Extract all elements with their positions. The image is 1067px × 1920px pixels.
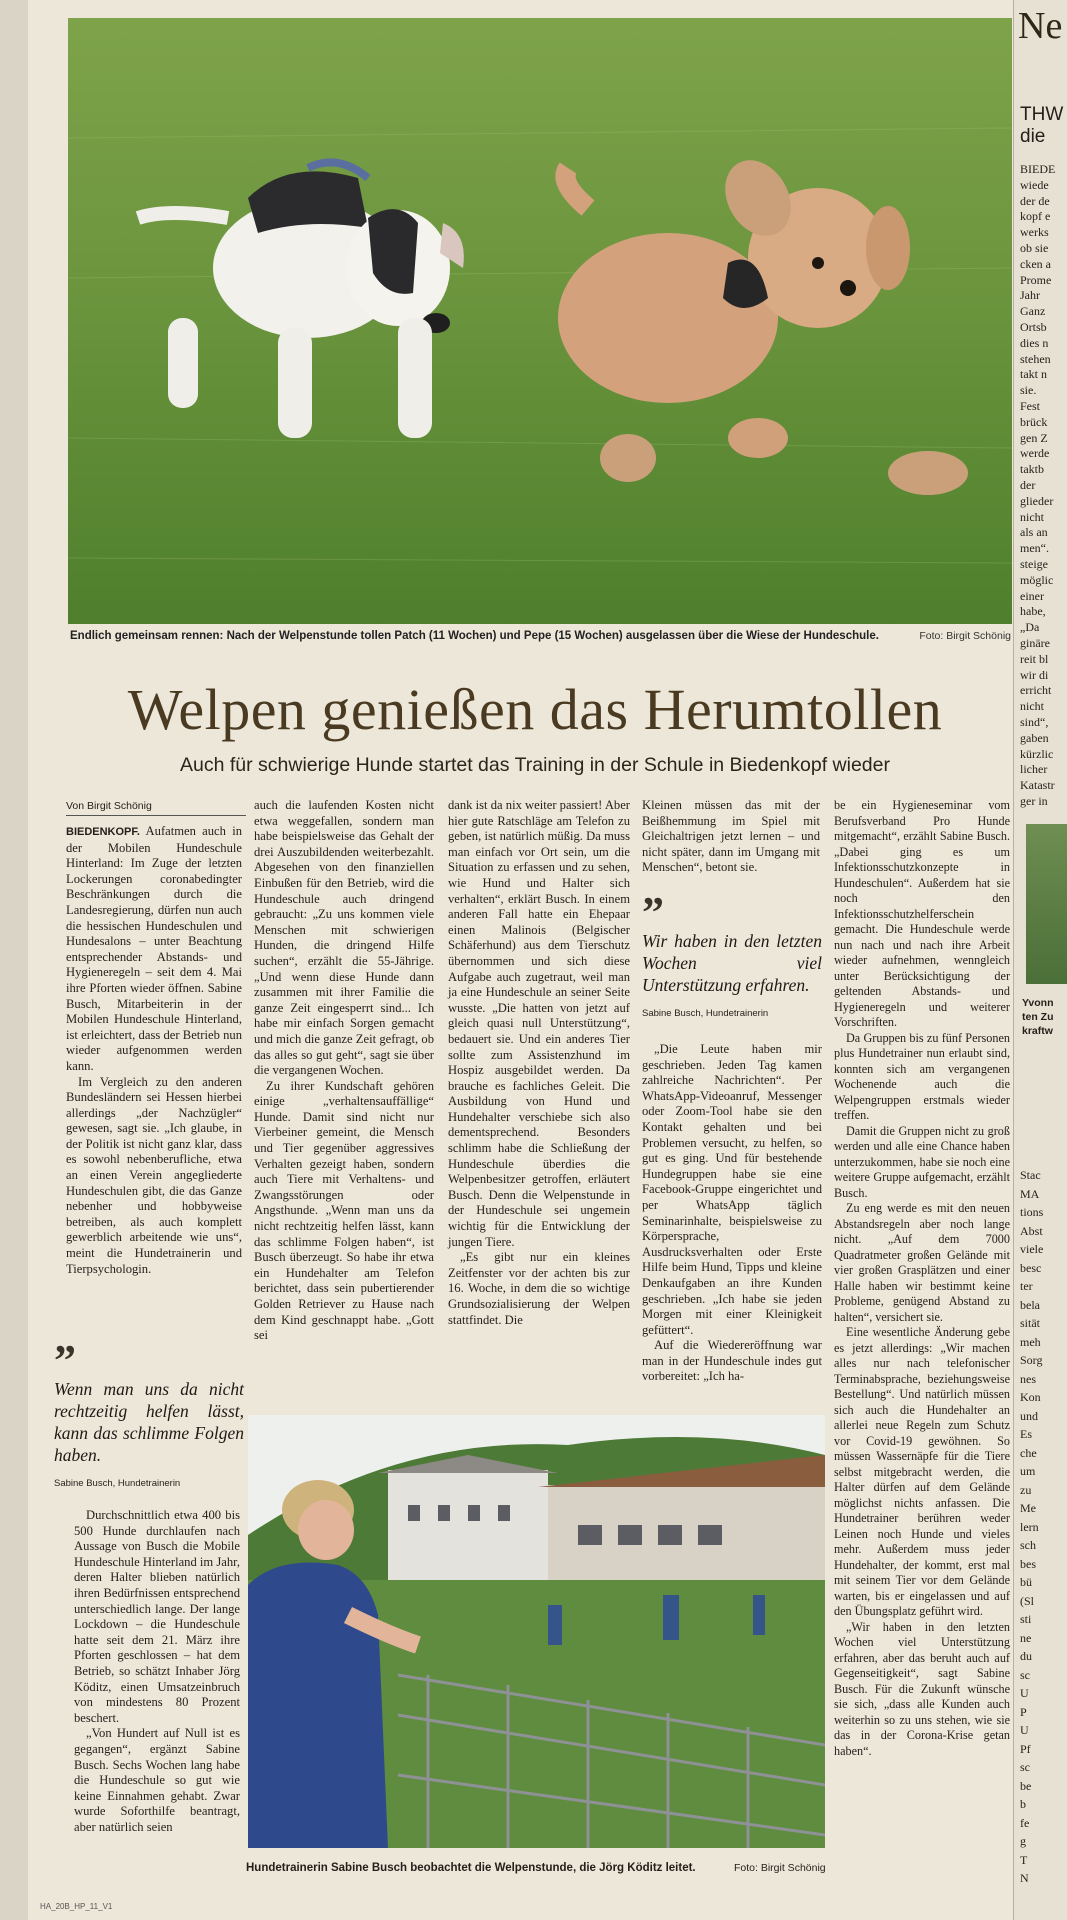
quote-author: Sabine Busch, Hundetrainerin (54, 1478, 181, 1489)
adjacent-text-line: nes (1020, 1371, 1036, 1386)
article-paragraph: Auf die Wiedereröffnung war man in der Hundeschule indes gut vorbereitet: „Ich ha- (642, 1338, 822, 1384)
adjacent-text-line: Sorg (1020, 1353, 1043, 1367)
adjacent-text-line: Es (1020, 1427, 1032, 1441)
adjacent-text-line: nicht (1020, 699, 1044, 714)
adjacent-text-line: gen Z (1020, 430, 1048, 445)
article-paragraph: auch die laufenden Kosten nicht etwa weggefallen, sondern man habe beispielsweise das Gehalt der drei Auszubildenden weiterbezahlt. Abgesehen von den finanziellen Einbußen für den Betrieb, wird die Hundeschule auch dringend gebraucht: „Zu uns kommen viele Menschen mit schwierigen Hunden, die dringend Hilfe suchen“, erzählt die 55-Jährige. „Und wenn diese Hunde dann zusammen mit ihrer Familie die ganze Zeit eingesperrt sind... Ich habe mir einfach Sorgen gemacht und mich die ganze Zeit gefragt, ob das alles so gut geht“, sagt sie über die vergangenen Wochen. (254, 798, 434, 1078)
adjacent-text-line: viele (1020, 1242, 1044, 1256)
adjacent-text-line: der (1020, 478, 1036, 492)
adjacent-text-line: takt n (1020, 367, 1047, 382)
article-paragraph: Kleinen müssen das mit der Beißhemmung im Spiel mit Gleichaltrigen jetzt lernen – und nicht später, dann im Umgang mit Menschen“, betont sie. (642, 798, 820, 875)
quote-text: Wenn man uns da nicht rechtzeitig helfen lässt, kann das schlimme Folgen haben. (54, 1379, 244, 1465)
quote-text: Wir haben in den letzten Wochen viel Unterstützung erfahren. (642, 931, 822, 995)
adjacent-text-line: wir di (1020, 667, 1049, 682)
adjacent-text-line: Prome (1020, 272, 1052, 287)
pull-quote (642, 888, 822, 1022)
adjacent-text-line: gaben (1020, 730, 1049, 745)
puppies-illustration (68, 18, 1012, 624)
adjacent-text-line: Me (1020, 1501, 1036, 1515)
quote-author: Sabine Busch, Hundetrainerin (642, 1008, 769, 1019)
dog-school-illustration (248, 1415, 825, 1848)
adjacent-text-line: werks (1020, 225, 1049, 240)
adjacent-text-line: dies n (1020, 335, 1049, 350)
adjacent-text-line: taktb (1020, 462, 1044, 477)
adjacent-text-line: T (1020, 1852, 1028, 1867)
adjacent-text-line: be (1020, 1778, 1032, 1793)
adjacent-text-line: b (1020, 1797, 1026, 1811)
adjacent-text-line: werde (1020, 446, 1050, 461)
adjacent-text-line: nicht (1020, 509, 1044, 524)
article-paragraph: be ein Hygieneseminar vom Berufsverband Pro Hunde mitgemacht“, erzählt Sabine Busch. „Dabei ging es um Infektionsschutzkonzepte in Hundeschulen“. Außerdem hat sie noch den Infektionsschutzhelferschein gemacht. Die Hundeschule werde nun nach und nach ihre Arbeit wieder aufnehmen, wenngleich unter Berücksichtigung der geltenden Abstands- und Hygieneregeln und weiterer Vorschriften. (834, 798, 1010, 1029)
adjacent-text-line: MA (1020, 1186, 1040, 1201)
adjacent-caption: Yvonn ten Zu kraftw (1022, 997, 1054, 1037)
adjacent-photo (1026, 824, 1067, 984)
adjacent-text-line: Stac (1020, 1168, 1041, 1182)
adjacent-text-line: ne (1020, 1630, 1032, 1645)
adjacent-text-line: Pf (1020, 1741, 1031, 1756)
adjacent-text-line: möglic (1020, 572, 1054, 587)
article-paragraph: „Wir haben in den letzten Wochen viel Unterstützung erfahren, aber das beruht auch auf Gegenseitigkeit“, sagt Sabine Busch. Für die Zukunft wünsche sie sich, „dass alle Kunden auch weiterhin so zu uns stehen, wie sie das in der Corona-Krise getan haben“. (834, 1619, 1010, 1758)
article-paragraph: dank ist da nix weiter passiert! Aber hier gute Ratschläge am Telefon zu geben, ist natürlich müßig. Da muss man einfach vor Ort sein, um die Situation zu erfassen und zu sehen, wie Hund und Halter sich verhalten“, erklärt Busch. In einem anderen Fall hatte ein Ehepaar einen Malinois (Belgischer Schäferhund) aus dem Tierschutz übernommen und sich diese Aufgabe auch zugetraut, weil man ja eine Hundeschule an seiner Seite wusste. „Die hatten von jetzt auf gleich quasi null Unterstützung“, bedauert sie. Und ein anderes Tier sollte zum Assistenzhund im Hospiz ausgebildet werden. Da brauche es fachliches Geleit. Die Ausbildung von Hund und Hundehalter verschiebe sich also dementsprechend. Besonders schlimm habe die Schließung der Hundeschule überdies die Welpenbesitzer getroffen, erläutert Busch. Denn die Welpenstunde in der Hundeschule sei ungemein wichtig für die Entwicklung der jungen Tiere. (448, 798, 630, 1249)
adjacent-text-line: glieder (1020, 493, 1054, 508)
adjacent-text-line: reit bl (1020, 651, 1049, 666)
adjacent-text-line: che (1020, 1445, 1037, 1460)
adjacent-text-line: licher (1020, 762, 1048, 777)
article-paragraph: „Von Hundert auf Null ist es gegangen“, ergänzt Sabine Busch. Sechs Wochen lang habe die Hundeschule so gut wie keine Einnahmen gehabt. Zwar wurde Soforthilfe beantragt, aber natürlich seien (74, 1726, 240, 1834)
puppies-photo (68, 18, 1012, 624)
adjacent-text-line: Kon (1020, 1390, 1041, 1404)
adjacent-text-line: meh (1020, 1334, 1041, 1349)
adjacent-text-line: ob sie (1020, 241, 1049, 255)
adjacent-text-line: brück (1020, 414, 1048, 429)
adjacent-text-line: bes (1020, 1556, 1036, 1571)
adjacent-text-line: ter (1020, 1279, 1033, 1293)
adjacent-text-line: sti (1020, 1612, 1032, 1626)
adjacent-text-line: sind“, (1020, 715, 1049, 729)
adjacent-text-line: P (1020, 1704, 1027, 1719)
adjacent-text-line: der de (1020, 193, 1050, 208)
adjacent-text-line: zu (1020, 1482, 1032, 1497)
adjacent-text-line: N (1020, 1871, 1029, 1885)
article-paragraph: BIEDENKOPF. Aufatmen auch in der Mobilen Hundeschule Hinterland: Im Zuge der letzten Lockerungen coronabedingter Beschränkungen durch die Landesregierung, dürfen nun auch die hessischen Hundeschulen und Hundesalons – unter Beachtung entsprechender Abstands- und Hygieneregeln – seit dem 4. Mai ihre Pforten wieder öffnen. Sabine Busch, Mitarbeiterin in der Mobilen Hundeschule Hinterland, ist erleichtert, dass der Betrieb nun wieder aufgenommen werden kann. (66, 824, 242, 1073)
adjacent-text-line: ginäre (1020, 636, 1050, 650)
article-paragraph: Zu ihrer Kundschaft gehören einige „verhaltensauffällige“ Hunde. Damit sind nicht nur Vierbeiner gemeint, die Mensch und Tier gegenüber aggressives Verhalten gezeigt haben, sondern auch Tiere mit Verhaltens- und Zwangsstörungen oder Angsthunde. „Wenn man uns da nicht rechtzeitig helfen lässt, kann das schlimme Folgen haben“, ist Busch überzeugt. So habe ihr etwa ein Hundehalter am Telefon berichtet, dass sein pubertierender Golden Retriever zu Hause nach dem Kind geschnappt habe. „Gott sei (254, 1078, 434, 1343)
adjacent-text-line: stehen (1020, 351, 1051, 366)
photo-caption: Endlich gemeinsam rennen: Nach der Welpenstunde tollen Patch (11 Wochen) und Pepe (15 Wochen) ausgelassen über die Wiese der Hundeschule. (70, 630, 879, 642)
adjacent-text-line: „Da (1020, 620, 1040, 635)
adjacent-text-line: habe, (1020, 604, 1046, 619)
adjacent-text-line: U (1020, 1723, 1029, 1737)
adjacent-text-line: lern (1020, 1519, 1039, 1534)
pull-quote (54, 1336, 244, 1492)
article-column-5 (834, 798, 1010, 1759)
dateline: BIEDENKOPF. (66, 826, 140, 838)
article-paragraph: Durchschnittlich etwa 400 bis 500 Hunde durchlaufen nach Aussage von Busch die Mobile Hundeschule Hinterland im Jahr, deren Halter blieben natürlich ihren Bedürfnissen entsprechend unterschiedlich lange. Der lange Lockdown – die Hundeschule hatte seit dem 21. März ihre Pforten geschlossen – hat dem Betrieb, so schätzt Inhaber Jörg Köditz, einen Umsatzeinbruch von mindestens 80 Prozent beschert. (74, 1508, 240, 1725)
adjacent-text-line: um (1020, 1464, 1036, 1478)
adjacent-text-line: bü (1020, 1575, 1032, 1589)
article-paragraph: „Es gibt nur ein kleines Zeitfenster vor der achten bis zur 16. Woche, in dem die so wichtige Grundsozialisierung der Welpen stattfindet. Die (448, 1250, 630, 1327)
quote-mark-icon: ” (642, 888, 664, 937)
adjacent-text-line: kopf e (1020, 209, 1051, 224)
adjacent-text-line: und (1020, 1408, 1038, 1423)
adjacent-text-line: sität (1020, 1316, 1040, 1330)
adjacent-text-line: bela (1020, 1297, 1040, 1312)
adjacent-text-line: Katastr (1020, 778, 1055, 793)
article-paragraph: Zu eng werde es mit den neuen Abstandsregeln aber noch lange nicht. „Auf dem 7000 Quadratmeter großen Gelände mit vier großen Grasplätzen und einer Halle haben wir bestimmt keine Probleme, genügend Abstand zu halten“, versichert sie. (834, 1201, 1010, 1324)
article-paragraph: Im Vergleich zu den anderen Bundesländern sei Hessen hierbei allerdings „der Nachzügler“ gewesen, sagt sie. „Ich glaube, in der Politik ist nicht ganz klar, dass es sowohl nebenberufliche, etwa an einen Verein angegliederte Hundeschulen gibt, die das Ganze nebenher und hobbyweise betreiben, als auch komplett gewerblich arbeitende wie uns“, meint die Hundetrainerin und Tierpsychologin. (66, 1074, 242, 1276)
adjacent-text-line: Abst (1020, 1223, 1043, 1238)
adjacent-text-line: Fest (1020, 399, 1041, 413)
article-column-2 (254, 798, 434, 1344)
adjacent-text-line: als an (1020, 525, 1048, 540)
adjacent-text-line: sc (1020, 1667, 1030, 1682)
adjacent-text-line: g (1020, 1834, 1026, 1848)
article-column-4b (642, 1042, 822, 1385)
adjacent-text-line: cken a (1020, 256, 1051, 271)
adjacent-text-line: besc (1020, 1260, 1042, 1275)
article-column-1 (66, 824, 242, 1277)
photo-caption: Hundetrainerin Sabine Busch beobachtet die Welpenstunde, die Jörg Köditz leitet. (246, 1862, 696, 1874)
article-paragraph: Da Gruppen bis zu fünf Personen plus Hundetrainer nun erlaubt sind, konnten sich am vergangenen Wochenende auch die Welpengruppen erstmals wieder treffen. (834, 1030, 1010, 1122)
adjacent-subheadline: THW (1020, 104, 1064, 125)
headline: Welpen genießen das Herumtollen (127, 677, 943, 742)
adjacent-article (1013, 0, 1067, 1920)
article-paragraph: Eine wesentliche Änderung gebe es jetzt allerdings: „Wir machen alles nur nach telefonischer Terminabsprache, beziehungsweise Bestellung“. Und natürlich müssen sich auch die Hundehalter an allerlei neue Regeln zum Schutz vor Covid-19 gewöhnen. So müssen Wassernäpfe für die Tiere selbst mitgebracht werden, die Halter dürfen auf dem Gelände möglichst nichts anfassen. Die Hundetrainer berühren weder Leinen noch Hunde und vieles mehr. Außerdem muss jeder Hundehalter, der kommt, erst mal mit seinem Tier vor dem Gelände warten, bis er eingelassen und auf den Übungsplatz geführt wird. (834, 1325, 1010, 1618)
adjacent-text-line: sie. (1020, 383, 1037, 398)
article-paragraph: Damit die Gruppen nicht zu groß werden und alle eine Chance haben unterzukommen, habe sie noch eine weitere Gruppe aufgemacht, erzählt Busch. (834, 1123, 1010, 1200)
photo-credit: Foto: Birgit Schönig (919, 630, 1011, 642)
adjacent-text-line: erricht (1020, 683, 1052, 698)
page-code: HA_20B_HP_11_V1 (40, 1902, 113, 1911)
article-paragraph: „Die Leute haben mir geschrieben. Jeden Tag kamen zahlreiche Nachrichten“. Per WhatsApp-Videoanruf, Messenger oder Zoom-Tool habe sie den Kontakt gehalten und bei Problemen versucht, zu helfen, so gut es ging. Und für bestehende Hundegruppen habe sie eine Facebook-Gruppe eingerichtet und per WhatsApp täglich Seminarinhalte, beispielsweise zu Körpersprache, Ausdrucksverhalten oder Erste Hilfe beim Hund, Tipps und kleine Denkaufgaben an ihre Kunden geschrieben. „Ich habe sie jeden Morgen mit einer Kleinigkeit gefüttert“. (642, 1042, 822, 1337)
adjacent-text-line: fe (1020, 1815, 1030, 1830)
adjacent-headline: Ne (1018, 5, 1063, 47)
adjacent-text-line: (Sl (1020, 1593, 1035, 1608)
adjacent-text-line: Ortsb (1020, 320, 1047, 334)
article-column-4 (642, 798, 820, 876)
quote-mark-icon: ” (54, 1336, 76, 1385)
adjacent-subheadline-2: die (1020, 126, 1046, 147)
adjacent-text-line: Jahr (1020, 288, 1040, 303)
adjacent-text-line: einer (1020, 588, 1044, 603)
adjacent-text-line: du (1020, 1649, 1032, 1663)
adjacent-text-line: U (1020, 1686, 1029, 1700)
adjacent-text-line: tions (1020, 1205, 1044, 1219)
adjacent-text-line: kürzlic (1020, 746, 1054, 761)
adjacent-text-line: sch (1020, 1538, 1036, 1552)
article-column-1b (74, 1508, 240, 1835)
adjacent-text-line: BIEDE (1020, 162, 1056, 176)
adjacent-text-line: sc (1020, 1760, 1030, 1774)
adjacent-text-line: Ganz (1020, 304, 1046, 319)
photo-credit: Foto: Birgit Schönig (734, 1862, 826, 1874)
subheadline: Auch für schwierige Hunde startet das Training in der Schule in Biedenkopf wieder (180, 754, 890, 776)
adjacent-text-line: men“. (1020, 541, 1049, 556)
adjacent-text-line: steige (1020, 557, 1048, 571)
dog-school-photo (248, 1415, 825, 1848)
adjacent-text-line: wiede (1020, 177, 1049, 192)
byline: Von Birgit Schönig (66, 800, 246, 816)
adjacent-text-line: ger in (1020, 794, 1048, 808)
article-column-3 (448, 798, 630, 1328)
